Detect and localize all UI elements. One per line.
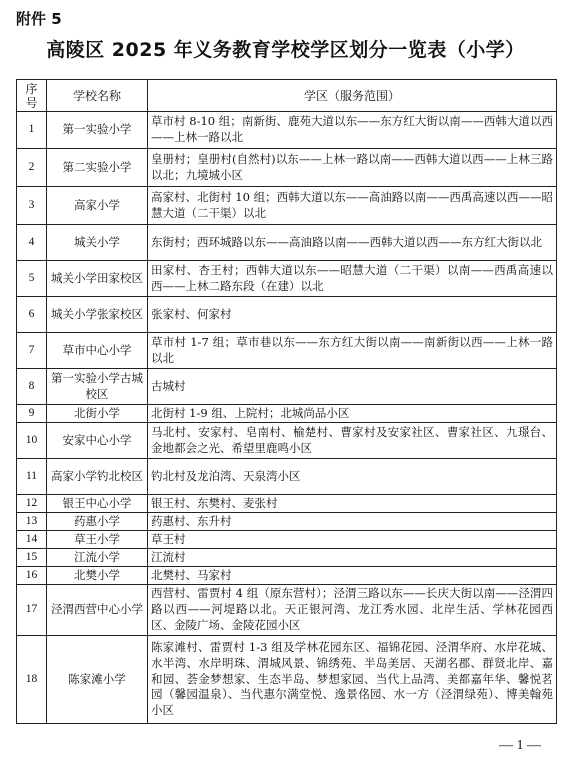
- row-number: 7: [17, 333, 47, 369]
- service-area: 西营村、雷贾村 4 组（原东营村）；泾渭三路以东——长庆大街以南——泾渭四路以西——河堤路以北。天正银河湾、龙江秀水园、北岸生活、学林花园西区、金陵广场、金陵花园小区: [148, 585, 557, 636]
- document-title: 高陵区 2025 年义务教育学校学区划分一览表（小学）: [46, 39, 525, 61]
- row-number: 12: [17, 495, 47, 513]
- row-number: 1: [17, 112, 47, 149]
- service-area: 草王村: [148, 531, 557, 549]
- school-name: 泾渭西营中心小学: [47, 585, 148, 636]
- service-area: 北樊村、马家村: [148, 567, 557, 585]
- attachment-label: 附件 5: [16, 10, 62, 28]
- row-number: 2: [17, 149, 47, 187]
- school-name: 草市中心小学: [47, 333, 148, 369]
- service-area: 江流村: [148, 549, 557, 567]
- page-number: — 1 —: [499, 738, 541, 753]
- school-name: 药惠小学: [47, 513, 148, 531]
- service-area: 草市村 8-10 组；南新街、鹿苑大道以东——东方红大街以南——西韩大道以西——上林一路以北: [148, 112, 557, 149]
- table-row: [17, 636, 557, 724]
- table-row: [17, 567, 557, 585]
- table-row: [17, 585, 557, 636]
- row-number: 6: [17, 297, 47, 333]
- table-body: [17, 112, 557, 724]
- service-area: 东街村；西环城路以东——高油路以南——西韩大道以西——东方红大街以北: [148, 225, 557, 261]
- table-row: [17, 423, 557, 459]
- school-name: 陈家滩小学: [47, 636, 148, 724]
- school-name: 安家中心小学: [47, 423, 148, 459]
- row-number: 5: [17, 261, 47, 297]
- school-name: 城关小学: [47, 225, 148, 261]
- table-row: [17, 513, 557, 531]
- school-name: 银王中心小学: [47, 495, 148, 513]
- service-area: 高家村、北街村 10 组；西韩大道以东——高油路以南——西禹高速以西——昭慧大道（二干渠）以北: [148, 187, 557, 225]
- row-number: 16: [17, 567, 47, 585]
- table-row: [17, 187, 557, 225]
- row-number: 11: [17, 459, 47, 495]
- table-row: [17, 333, 557, 369]
- table-row: [17, 225, 557, 261]
- school-name: 草王小学: [47, 531, 148, 549]
- row-number: 10: [17, 423, 47, 459]
- table-row: [17, 405, 557, 423]
- table-row: [17, 261, 557, 297]
- school-name: 城关小学张家校区: [47, 297, 148, 333]
- row-number: 3: [17, 187, 47, 225]
- service-area: 陈家滩村、雷贾村 1-3 组及学林花园东区、福锦花园、泾渭华府、水岸花城、水半湾、水岸明珠、渭城风景、锦绣苑、半岛美居、天湖名郡、群贤北岸、嘉和园、荟金梦想家、生态半岛、梦想家园、当代上品湾、美都嘉年华、馨悦茗园（馨园温泉）、当代惠尔满堂悦、逸景佲园、水一方（泾渭绿苑）、博美翰苑小区: [148, 636, 557, 724]
- school-name: 城关小学田家校区: [47, 261, 148, 297]
- row-number: 8: [17, 369, 47, 405]
- row-number: 13: [17, 513, 47, 531]
- table-header-row: [17, 80, 557, 112]
- school-name: 第一实验小学: [47, 112, 148, 149]
- service-area: 田家村、杏王村；西韩大道以东——昭慧大道（二干渠）以南——西禹高速以西——上林二路东段（在建）以北: [148, 261, 557, 297]
- header-service-area: 学区（服务范围）: [148, 80, 557, 112]
- table-row: [17, 495, 557, 513]
- table-row: [17, 459, 557, 495]
- service-area: 药惠村、东升村: [148, 513, 557, 531]
- table-row: [17, 549, 557, 567]
- school-name: 北街小学: [47, 405, 148, 423]
- table-row: [17, 531, 557, 549]
- school-name: 江流小学: [47, 549, 148, 567]
- school-district-table: [16, 79, 557, 724]
- service-area: 草市村 1-7 组；草市巷以东——东方红大街以南——南新街以西——上林一路以北: [148, 333, 557, 369]
- service-area: 张家村、何家村: [148, 297, 557, 333]
- service-area: 北街村 1-9 组、上院村；北城尚品小区: [148, 405, 557, 423]
- header-school-name: 学校名称: [47, 80, 148, 112]
- service-area: 银王村、东樊村、麦张村: [148, 495, 557, 513]
- school-name: 高家小学钓北校区: [47, 459, 148, 495]
- school-name: 北樊小学: [47, 567, 148, 585]
- service-area: 皇册村；皇册村(自然村)以东——上林一路以南——西韩大道以西——上林三路以北；九境城小区: [148, 149, 557, 187]
- row-number: 14: [17, 531, 47, 549]
- service-area: 钓北村及龙泊湾、天泉湾小区: [148, 459, 557, 495]
- school-name: 第一实验小学古城校区: [47, 369, 148, 405]
- row-number: 18: [17, 636, 47, 724]
- row-number: 9: [17, 405, 47, 423]
- table-row: [17, 149, 557, 187]
- school-name: 第二实验小学: [47, 149, 148, 187]
- school-name: 高家小学: [47, 187, 148, 225]
- service-area: 古城村: [148, 369, 557, 405]
- table-row: [17, 112, 557, 149]
- table-row: [17, 297, 557, 333]
- header-number: 序号: [17, 80, 47, 112]
- row-number: 4: [17, 225, 47, 261]
- service-area: 马北村、安家村、皂南村、榆楚村、曹家村及安家社区、曹家社区、九璟台、金地都会之光、希望里鹿鸣小区: [148, 423, 557, 459]
- table-row: [17, 369, 557, 405]
- row-number: 17: [17, 585, 47, 636]
- row-number: 15: [17, 549, 47, 567]
